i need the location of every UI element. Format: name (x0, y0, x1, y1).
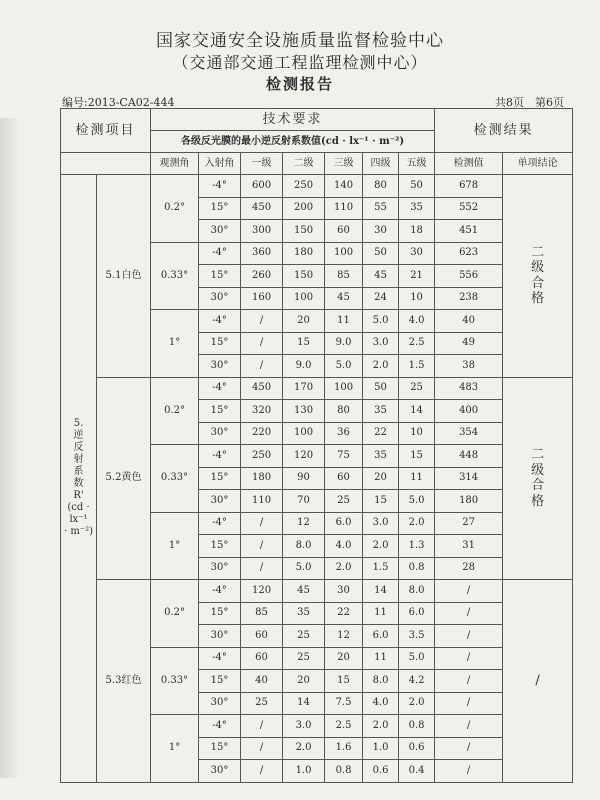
grade-value: 260 (241, 265, 283, 288)
entrance-angle: -4° (199, 647, 241, 670)
grade-value: / (241, 355, 283, 378)
entrance-angle: 15° (199, 265, 241, 288)
header-grade2: 二级 (283, 153, 325, 175)
grade-value: 20 (363, 467, 399, 490)
measured-value: 31 (435, 535, 503, 558)
grade-value: 2.0 (363, 535, 399, 558)
grade-value: 4.0 (325, 535, 363, 558)
grade-value: 4.2 (399, 670, 435, 693)
grade-value: 110 (241, 490, 283, 513)
grade-value: 50 (363, 242, 399, 265)
grade-value: 20 (325, 647, 363, 670)
grade-value: 2.5 (325, 715, 363, 738)
header-obs-angle: 观测角 (151, 153, 199, 175)
grade-value: 7.5 (325, 692, 363, 715)
measured-value: 49 (435, 332, 503, 355)
grade-value: 2.0 (399, 512, 435, 535)
entrance-angle: 30° (199, 490, 241, 513)
grade-value: 40 (241, 670, 283, 693)
grade-value: 35 (399, 197, 435, 220)
measured-value: 552 (435, 197, 503, 220)
measured-value: 40 (435, 310, 503, 333)
grade-value: 1.3 (399, 535, 435, 558)
header-grade4: 四级 (363, 153, 399, 175)
single-conclusion (503, 175, 573, 378)
conclusion-char: 级 (531, 462, 545, 478)
grade-value: 200 (283, 197, 325, 220)
header-subtitle: 各级反光膜的最小逆反射系数值(cd · lx⁻¹ · m⁻²) (151, 131, 435, 153)
grade-value: 0.8 (399, 715, 435, 738)
item-label-line: 数 (73, 478, 84, 490)
measured-value: / (435, 692, 503, 715)
measured-value: / (435, 580, 503, 603)
grade-value: 80 (363, 175, 399, 198)
header-item: 检测项目 (61, 109, 151, 153)
grade-value: / (241, 557, 283, 580)
grade-value: 11 (363, 602, 399, 625)
measured-value: / (435, 760, 503, 783)
grade-value: 160 (241, 287, 283, 310)
grade-value: 120 (283, 445, 325, 468)
report-title: 检测报告 (265, 75, 334, 93)
grade-value: 35 (283, 602, 325, 625)
grade-value: 25 (325, 490, 363, 513)
grade-value: 25 (283, 625, 325, 648)
table-row (61, 580, 573, 603)
measured-value: 354 (435, 422, 503, 445)
obs-angle: 0.33° (151, 242, 199, 310)
grade-value: 2.0 (363, 715, 399, 738)
obs-angle: 0.33° (151, 647, 199, 715)
grade-value: 450 (241, 197, 283, 220)
grade-value: 130 (283, 400, 325, 423)
table-row (61, 175, 573, 198)
grade-value: 45 (363, 265, 399, 288)
grade-value: 60 (241, 647, 283, 670)
header-tech-req: 技术要求 (151, 109, 435, 131)
item-label-line: 逆 (73, 430, 84, 442)
grade-value: 6.0 (325, 512, 363, 535)
grade-value: 60 (241, 625, 283, 648)
entrance-angle: 15° (199, 535, 241, 558)
entrance-angle: 15° (199, 467, 241, 490)
measured-value: 556 (435, 265, 503, 288)
grade-value: 15 (363, 490, 399, 513)
grade-value: 180 (283, 242, 325, 265)
grade-value: 60 (325, 220, 363, 243)
item-label-cell (61, 175, 97, 783)
grade-value: 1.0 (363, 737, 399, 760)
grade-value: 45 (325, 287, 363, 310)
grade-value: 150 (283, 220, 325, 243)
grade-value: 3.0 (283, 715, 325, 738)
measured-value: 623 (435, 242, 503, 265)
grade-value: 50 (363, 377, 399, 400)
grade-value: 1.5 (363, 557, 399, 580)
grade-value: 25 (399, 377, 435, 400)
test-result-table (60, 108, 573, 783)
grade-value: / (241, 535, 283, 558)
grade-value: 0.6 (363, 760, 399, 783)
grade-value: 12 (325, 625, 363, 648)
item-label-line: · m⁻²) (63, 526, 94, 538)
grade-value: 9.0 (283, 355, 325, 378)
grade-value: 5.0 (283, 557, 325, 580)
item-label-line: lx⁻¹ (69, 514, 88, 526)
grade-value: 0.4 (399, 760, 435, 783)
measured-value: / (435, 715, 503, 738)
grade-value: 15 (325, 670, 363, 693)
grade-value: 0.6 (399, 737, 435, 760)
grade-value: 2.0 (399, 692, 435, 715)
entrance-angle: -4° (199, 715, 241, 738)
table-row (61, 377, 573, 400)
item-label-line: 反 (73, 442, 84, 454)
item-label-line: 5. (73, 418, 84, 430)
measured-value: 678 (435, 175, 503, 198)
grade-value: / (241, 512, 283, 535)
entrance-angle: 15° (199, 602, 241, 625)
measured-value: 180 (435, 490, 503, 513)
grade-value: 8.0 (399, 580, 435, 603)
grade-value: 170 (283, 377, 325, 400)
grade-value: 75 (325, 445, 363, 468)
color-name: 5.1白色 (97, 175, 151, 378)
obs-angle: 1° (151, 715, 199, 783)
grade-value: 14 (363, 580, 399, 603)
entrance-angle: 15° (199, 197, 241, 220)
grade-value: 14 (283, 692, 325, 715)
item-label-line: (cd · (67, 502, 90, 514)
grade-value: 150 (283, 265, 325, 288)
grade-value: 25 (283, 647, 325, 670)
entrance-angle: -4° (199, 310, 241, 333)
entrance-angle: 15° (199, 737, 241, 760)
grade-value: 15 (283, 332, 325, 355)
grade-value: 12 (283, 512, 325, 535)
header-grade3: 三级 (325, 153, 363, 175)
grade-value: 250 (283, 175, 325, 198)
obs-angle: 0.2° (151, 175, 199, 243)
measured-value: / (435, 737, 503, 760)
grade-value: 15 (399, 445, 435, 468)
measured-value: 28 (435, 557, 503, 580)
measured-value: / (435, 647, 503, 670)
grade-value: 50 (399, 175, 435, 198)
grade-value: 22 (325, 602, 363, 625)
entrance-angle: 30° (199, 557, 241, 580)
grade-value: 1.6 (325, 737, 363, 760)
grade-value: 300 (241, 220, 283, 243)
measured-value: 451 (435, 220, 503, 243)
grade-value: 85 (241, 602, 283, 625)
conclusion-char: 级 (531, 260, 545, 276)
header-grade1: 一级 (241, 153, 283, 175)
grade-value: 320 (241, 400, 283, 423)
grade-value: 70 (283, 490, 325, 513)
measured-value: 38 (435, 355, 503, 378)
entrance-angle: -4° (199, 175, 241, 198)
header-blank (61, 153, 151, 175)
conclusion-char: 二 (531, 244, 545, 260)
grade-value: 18 (399, 220, 435, 243)
conclusion-char: 合 (531, 478, 545, 494)
center-name: 国家交通安全设施质量监督检验中心 (156, 31, 444, 51)
grade-value: 11 (325, 310, 363, 333)
grade-value: 600 (241, 175, 283, 198)
grade-value: 60 (325, 467, 363, 490)
entrance-angle: 15° (199, 332, 241, 355)
grade-value: 140 (325, 175, 363, 198)
measured-value: 27 (435, 512, 503, 535)
entrance-angle: 30° (199, 220, 241, 243)
grade-value: 30 (325, 580, 363, 603)
entrance-angle: 15° (199, 400, 241, 423)
entrance-angle: 30° (199, 355, 241, 378)
grade-value: 3.0 (363, 332, 399, 355)
obs-angle: 0.33° (151, 445, 199, 513)
grade-value: 100 (283, 287, 325, 310)
grade-value: 36 (325, 422, 363, 445)
grade-value: 100 (325, 242, 363, 265)
item-label-line: 系 (73, 466, 84, 478)
page-info: 共8页 第6页 (495, 96, 564, 109)
grade-value: 6.0 (363, 625, 399, 648)
grade-value: 3.0 (363, 512, 399, 535)
obs-angle: 1° (151, 512, 199, 580)
page-edge-shadow (0, 118, 18, 778)
grade-value: 21 (399, 265, 435, 288)
measured-value: 400 (435, 400, 503, 423)
obs-angle: 0.2° (151, 377, 199, 445)
grade-value: 5.0 (399, 647, 435, 670)
color-name: 5.3红色 (97, 580, 151, 783)
obs-angle: 1° (151, 310, 199, 378)
grade-value: 10 (399, 287, 435, 310)
conclusion-char: 二 (531, 447, 545, 463)
measured-value: / (435, 670, 503, 693)
entrance-angle: 30° (199, 760, 241, 783)
grade-value: 0.8 (325, 760, 363, 783)
entrance-angle: 30° (199, 422, 241, 445)
grade-value: 24 (363, 287, 399, 310)
entrance-angle: 15° (199, 670, 241, 693)
entrance-angle: -4° (199, 445, 241, 468)
measured-value: 238 (435, 287, 503, 310)
grade-value: 55 (363, 197, 399, 220)
header-grade5: 五级 (399, 153, 435, 175)
grade-value: 2.0 (363, 355, 399, 378)
measured-value: 314 (435, 467, 503, 490)
grade-value: 8.0 (363, 670, 399, 693)
grade-value: 10 (399, 422, 435, 445)
grade-value: 11 (399, 467, 435, 490)
grade-value: 1.5 (399, 355, 435, 378)
conclusion-char: 格 (531, 493, 545, 509)
grade-value: / (241, 332, 283, 355)
grade-value: 4.0 (399, 310, 435, 333)
grade-value: 250 (241, 445, 283, 468)
grade-value: 360 (241, 242, 283, 265)
entrance-angle: 30° (199, 625, 241, 648)
grade-value: 5.0 (325, 355, 363, 378)
grade-value: 110 (325, 197, 363, 220)
grade-value: 14 (399, 400, 435, 423)
grade-value: 2.0 (325, 557, 363, 580)
measured-value: / (435, 602, 503, 625)
grade-value: 0.8 (399, 557, 435, 580)
grade-value: 80 (325, 400, 363, 423)
single-conclusion (503, 377, 573, 580)
grade-value: / (241, 715, 283, 738)
grade-value: 9.0 (325, 332, 363, 355)
header-result: 检测结果 (435, 109, 573, 153)
entrance-angle: 30° (199, 287, 241, 310)
grade-value: 1.0 (283, 760, 325, 783)
grade-value: 30 (399, 242, 435, 265)
grade-value: 20 (283, 310, 325, 333)
grade-value: 8.0 (283, 535, 325, 558)
grade-value: 11 (363, 647, 399, 670)
report-number: 编号:2013-CA02-444 (62, 96, 175, 109)
grade-value: 100 (325, 377, 363, 400)
conclusion-char: 格 (531, 291, 545, 307)
entrance-angle: -4° (199, 512, 241, 535)
grade-value: 90 (283, 467, 325, 490)
item-label-line: R' (73, 490, 84, 502)
grade-value: 5.0 (399, 490, 435, 513)
grade-value: 2.5 (399, 332, 435, 355)
single-conclusion (503, 580, 573, 783)
conclusion-char: / (535, 672, 540, 688)
item-label-line: 射 (73, 454, 84, 466)
conclusion-char: 合 (531, 275, 545, 291)
grade-value: 30 (363, 220, 399, 243)
grade-value: 450 (241, 377, 283, 400)
grade-value: 120 (241, 580, 283, 603)
grade-value: / (241, 760, 283, 783)
grade-value: 3.5 (399, 625, 435, 648)
entrance-angle: -4° (199, 242, 241, 265)
grade-value: 25 (241, 692, 283, 715)
grade-value: 6.0 (399, 602, 435, 625)
measured-value: 483 (435, 377, 503, 400)
grade-value: 100 (283, 422, 325, 445)
grade-value: / (241, 737, 283, 760)
grade-value: 2.0 (283, 737, 325, 760)
entrance-angle: 30° (199, 692, 241, 715)
grade-value: 85 (325, 265, 363, 288)
header-measured: 检测值 (435, 153, 503, 175)
grade-value: 180 (241, 467, 283, 490)
grade-value: 22 (363, 422, 399, 445)
grade-value: 45 (283, 580, 325, 603)
grade-value: 5.0 (363, 310, 399, 333)
grade-value: 220 (241, 422, 283, 445)
grade-value: 4.0 (363, 692, 399, 715)
obs-angle: 0.2° (151, 580, 199, 648)
header-conclusion: 单项结论 (503, 153, 573, 175)
grade-value: 35 (363, 445, 399, 468)
center-subname: （交通部交通工程监理检测中心） (172, 53, 428, 72)
entrance-angle: -4° (199, 580, 241, 603)
color-name: 5.2黄色 (97, 377, 151, 580)
header-ent-angle: 入射角 (199, 153, 241, 175)
grade-value: / (241, 310, 283, 333)
measured-value: 448 (435, 445, 503, 468)
entrance-angle: -4° (199, 377, 241, 400)
grade-value: 20 (283, 670, 325, 693)
measured-value: / (435, 625, 503, 648)
grade-value: 35 (363, 400, 399, 423)
